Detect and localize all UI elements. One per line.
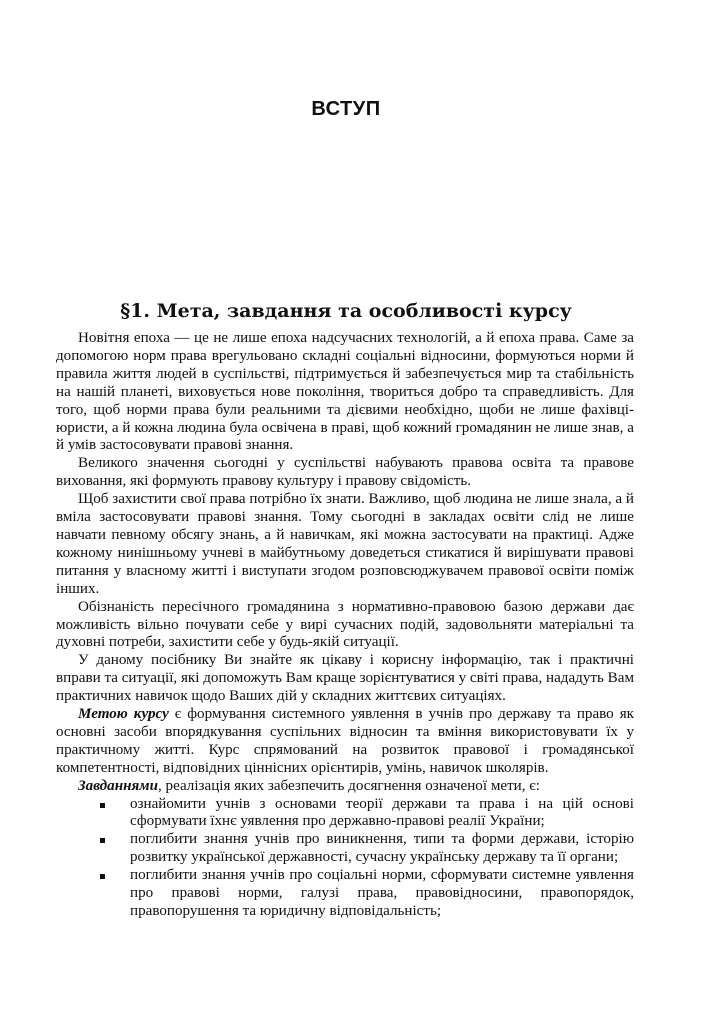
page-title: ВСТУП [311, 98, 381, 120]
tasks-paragraph [56, 778, 634, 796]
paragraph: Щоб захистити свої права потрібно їх знати. Важливо, щоб людина не лише знала, а й вміла застосовувати правові знання. Тому сьогодні в закладах освіти слід не лише навчати певному обсягу знань, а й навичкам, які можна застосувати на практиці. Адже кожному нинішньому учневі в майбутньому доведеться стикатися й вирішувати правові питання у власному житті і виступати згодом розповсюджувачем правової освіти поміж інших. [56, 491, 634, 597]
bullet-icon [100, 803, 105, 808]
aim-paragraph [56, 706, 634, 778]
section-heading: §1. Мета, завдання та особливості курсу [120, 300, 572, 322]
list-item-text: ознайомити учнів з основами теорії держави та права і на цій основі сформувати їхнє уявлення про державно-правові реалії України; [130, 795, 634, 830]
paragraph: Обізнаність пересічного громадянина з нормативно-правовою базою держави дає можливість вільно почувати себе у вирі сучасних подій, задовольняти матеріальні та духовні потреби, захистити себе у будь-якій ситуації. [56, 598, 634, 651]
list-item-text: поглибити знання учнів про виникнення, типи та форми держави, історію розвитку української державності, сучасну українську державу та її органи; [130, 831, 634, 866]
bullet-icon [100, 874, 105, 879]
paragraph: Новітня епоха — це не лише епоха надсучасних технологій, а й епоха права. Саме за допомогою норм права врегульовано складні соціальні відносини, формуються норми й правила життя людей в суспільстві, підтримується й забезпечується мир та стабільність на нашій планеті, виховується нове покоління, твориться добро та справедливість. Для того, щоб норми права були реальними та дієвими необхідно, щоби не лише фахівці-юристи, а й кожна людина була освічена в праві, щоб кожний громадянин не лише знав, а й умів застосовувати правові знання. [56, 330, 634, 454]
list-item-text: поглибити знання учнів про соціальні норми, сформувати системне уявлення про правові норми, галузі права, правовідносини, правопорядок, правопорушення та юридичну відповідальність; [130, 867, 634, 919]
list-item [56, 831, 634, 867]
tasks-text: , реалізація яких забезпечить досягнення означеної мети, є: [158, 777, 540, 794]
aim-lead: Метою курсу [78, 706, 169, 723]
bullet-icon [100, 838, 105, 843]
list-item [56, 796, 634, 832]
aim-text: є формування системного уявлення в учнів про державу та право як основні засоби впорядкування суспільних відносин та вміння використовувати їх у практичному житті. Курс спрямований на розвиток правової і громадянської компетентності, відповідних ціннісних орієнтирів, умінь, навичок школярів. [56, 706, 634, 776]
tasks-lead: Завданнями [78, 777, 158, 794]
paragraph: Великого значення сьогодні у суспільстві набувають правова освіта та правове виховання, які формують правову культуру і правову свідомість. [56, 455, 634, 490]
goals-list [56, 796, 634, 921]
paragraph: У даному посібнику Ви знайте як цікаву і корисну інформацію, так і практичні вправи та ситуації, які допоможуть Вам краще зорієнтуватися у світі права, нададуть Вам практичних навичок щодо Ваших дій у складних життєвих ситуаціях. [56, 652, 634, 705]
body-text [56, 330, 634, 921]
list-item [56, 867, 634, 921]
